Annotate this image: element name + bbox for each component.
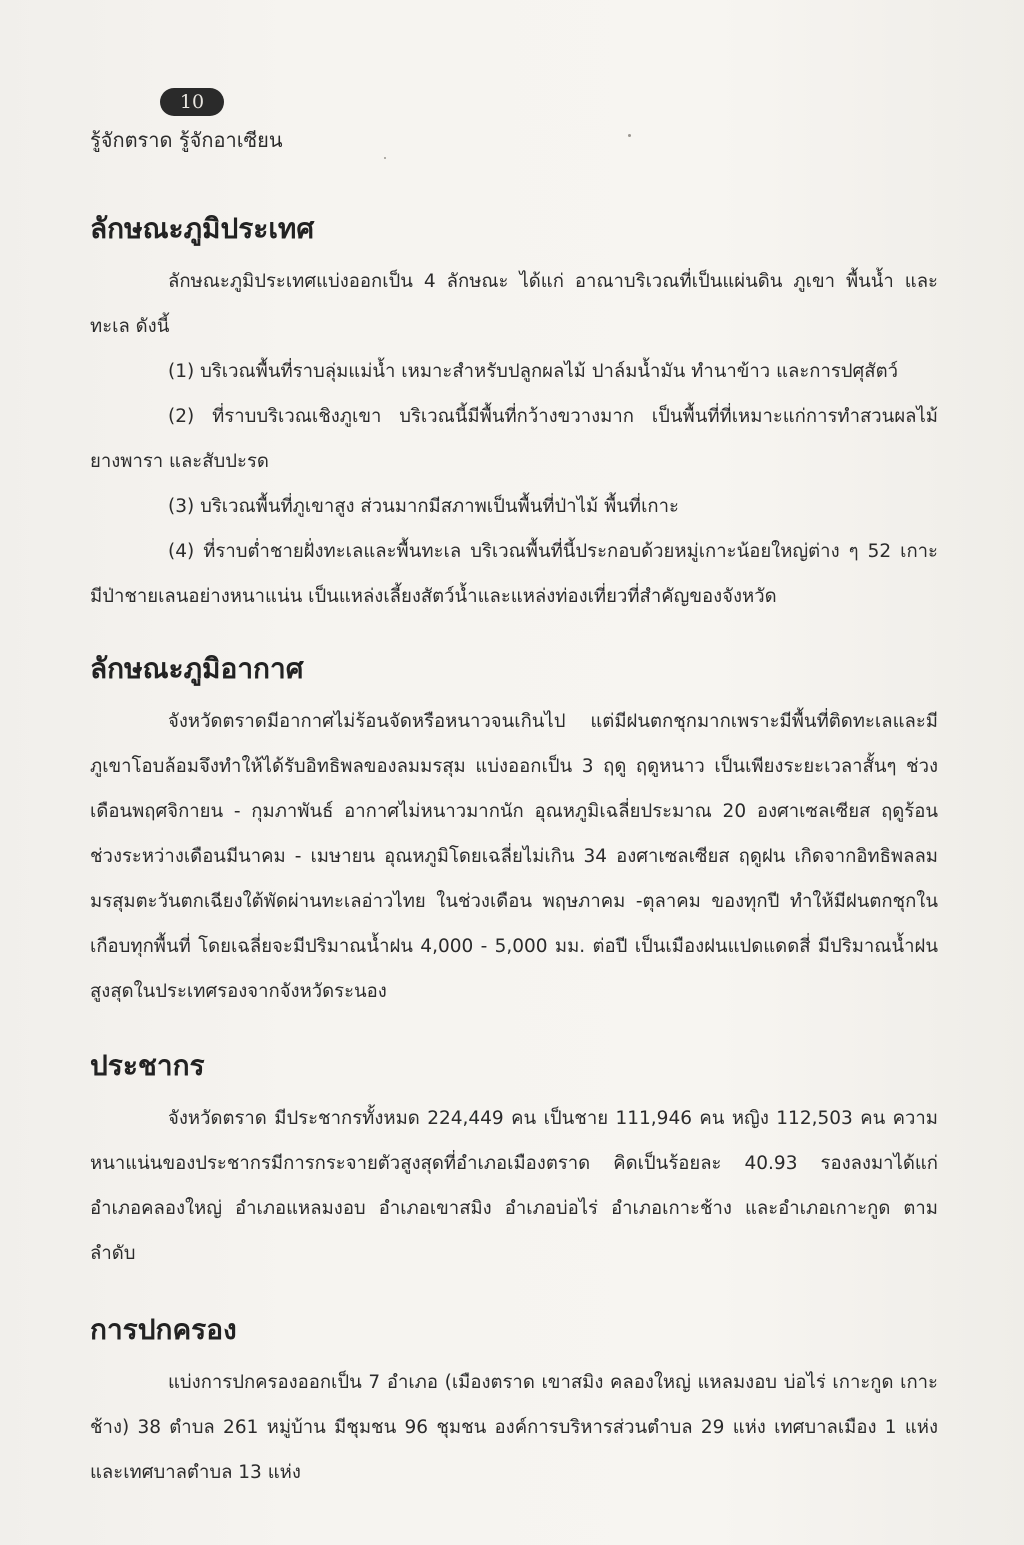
paragraph: ลักษณะภูมิประเทศแบ่งออกเป็น 4 ลักษณะ ได้แก่ อาณาบริเวณที่เป็นแผ่นดิน ภูเขา พื้นน้ำ และทะเล ดังนี้ bbox=[90, 271, 938, 337]
section-heading: การปกครอง bbox=[90, 1313, 237, 1346]
section-climate bbox=[90, 645, 938, 1014]
list-item: (3) บริเวณพื้นที่ภูเขาสูง ส่วนมากมีสภาพเป็นพื้นที่ป่าไม้ พื้นที่เกาะ bbox=[168, 496, 679, 517]
section-topography bbox=[90, 205, 938, 619]
paper-speck bbox=[384, 157, 386, 159]
list-item: (4) ที่ราบต่ำชายฝั่งทะเลและพื้นทะเล บริเวณพื้นที่นี้ประกอบด้วยหมู่เกาะน้อยใหญ่ต่าง ๆ 52 เกาะ มีป่าชายเลนอย่างหนาแน่น เป็นแหล่งเลี้ยงสัตว์น้ำและแหล่งท่องเที่ยวที่สำคัญของจังหวัด bbox=[90, 541, 938, 607]
running-header: รู้จักตราด รู้จักอาเซียน bbox=[90, 128, 283, 152]
list-item: (2) ที่ราบบริเวณเชิงภูเขา บริเวณนี้มีพื้นที่กว้างขวางมาก เป็นพื้นที่ที่เหมาะแก่การทำสวนผลไม้ ยางพารา และสับปะรด bbox=[90, 406, 938, 472]
paragraph: จังหวัดตราด มีประชากรทั้งหมด 224,449 คน เป็นชาย 111,946 คน หญิง 112,503 คน ความหนาแน่นของประชากรมีการกระจายตัวสูงสุดที่อำเภอเมืองตราด คิดเป็นร้อยละ 40.93 รองลงมาได้แก่ อำเภอคลองใหญ่ อำเภอแหลมงอบ อำเภอเขาสมิง อำเภอบ่อไร่ อำเภอเกาะช้าง และอำเภอเกาะกูด ตามลำดับ bbox=[90, 1108, 938, 1264]
section-population bbox=[90, 1042, 938, 1276]
page-number-badge: 10 bbox=[160, 88, 224, 116]
section-heading: ลักษณะภูมิประเทศ bbox=[90, 212, 315, 245]
page-content bbox=[90, 205, 938, 1495]
section-heading: ลักษณะภูมิอากาศ bbox=[90, 652, 304, 685]
paragraph: จังหวัดตราดมีอากาศไม่ร้อนจัดหรือหนาวจนเกินไป แต่มีฝนตกชุกมากเพราะมีพื้นที่ติดทะเลและมีภูเขาโอบล้อมจึงทำให้ได้รับอิทธิพลของลมมรสุม แบ่งออกเป็น 3 ฤดู ฤดูหนาว เป็นเพียงระยะเวลาสั้นๆ ช่วงเดือนพฤศจิกายน - กุมภาพันธ์ อากาศไม่หนาวมากนัก อุณหภูมิเฉลี่ยประมาณ 20 องศาเซลเซียส ฤดูร้อน ช่วงระหว่างเดือนมีนาคม - เมษายน อุณหภูมิโดยเฉลี่ยไม่เกิน 34 องศาเซลเซียส ฤดูฝน เกิดจากอิทธิพลลมมรสุมตะวันตกเฉียงใต้พัดผ่านทะเลอ่าวไทย ในช่วงเดือน พฤษภาคม -ตุลาคม ของทุกปี ทำให้มีฝนตกชุกในเกือบทุกพื้นที่ โดยเฉลี่ยจะมีปริมาณน้ำฝน 4,000 - 5,000 มม. ต่อปี เป็นเมืองฝนแปดแดดสี่ มีปริมาณน้ำฝนสูงสุดในประเทศรองจากจังหวัดระนอง bbox=[90, 711, 938, 1002]
list-item: (1) บริเวณพื้นที่ราบลุ่มแม่น้ำ เหมาะสำหรับปลูกผลไม้ ปาล์มน้ำมัน ทำนาข้าว และการปศุสัตว์ bbox=[168, 361, 898, 382]
section-heading: ประชากร bbox=[90, 1049, 205, 1082]
paragraph: แบ่งการปกครองออกเป็น 7 อำเภอ (เมืองตราด เขาสมิง คลองใหญ่ แหลมงอบ บ่อไร่ เกาะกูด เกาะช้าง) 38 ตำบล 261 หมู่บ้าน มีชุมชน 96 ชุมชน องค์การบริหารส่วนตำบล 29 แห่ง เทศบาลเมือง 1 แห่ง และเทศบาลตำบล 13 แห่ง bbox=[90, 1372, 938, 1483]
section-administration bbox=[90, 1306, 938, 1495]
paper-speck bbox=[628, 134, 631, 137]
